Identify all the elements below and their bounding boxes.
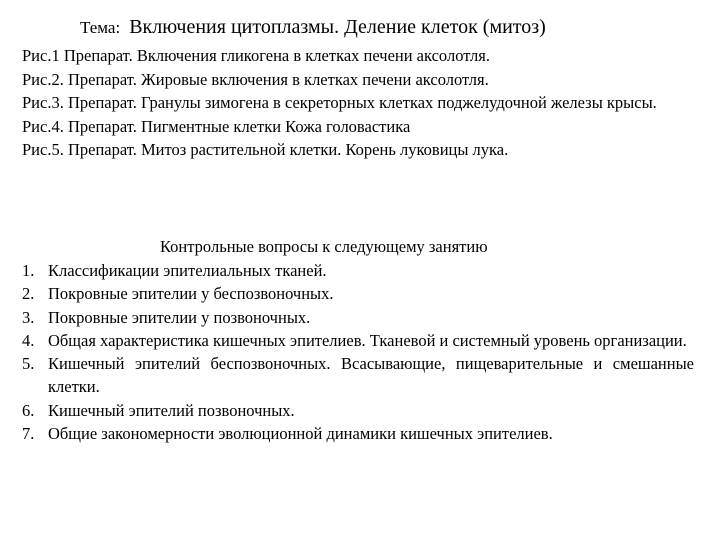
page-title (80, 14, 546, 41)
figure-item-1: Рис.1 Препарат. Включения гликогена в клетках печени аксолотля. (22, 46, 490, 65)
question-text: Покровные эпителии у беспозвоночных. (48, 284, 334, 304)
question-number: 7. (22, 424, 35, 444)
question-number: 6. (22, 400, 35, 420)
question-text: Кишечный эпителий беспозвоночных. Всасывающие, пищеварительные и смешанные клетки. (48, 354, 694, 397)
question-item (22, 399, 694, 422)
questions-heading: Контрольные вопросы к следующему занятию (160, 237, 488, 256)
questions-list (22, 259, 694, 445)
question-item (22, 422, 694, 445)
figure-list (22, 44, 694, 162)
question-number: 4. (22, 330, 35, 350)
question-item (22, 282, 694, 305)
question-number: 5. (22, 354, 35, 374)
title-text: Включения цитоплазмы. Деление клеток (митоз) (129, 16, 546, 38)
figure-item-3: Рис.3. Препарат. Гранулы зимогена в секреторных клетках поджелудочной железы крысы. (22, 93, 657, 112)
question-text: Общая характеристика кишечных эпителиев. Тканевой и системный уровень организации. (48, 330, 687, 350)
question-item (22, 329, 694, 352)
figure-item-2: Рис.2. Препарат. Жировые включения в клетках печени аксолотля. (22, 69, 489, 89)
question-item (22, 352, 694, 399)
question-text: Классификации эпителиальных тканей. (48, 261, 327, 280)
question-number: 3. (22, 307, 35, 327)
question-item (22, 259, 694, 282)
question-number: 1. (22, 261, 35, 280)
question-item (22, 306, 694, 329)
question-text: Общие закономерности эволюционной динамики кишечных эпителиев. (48, 424, 553, 444)
figure-item-4: Рис.4. Препарат. Пигментные клетки Кожа головастика (22, 116, 411, 136)
figure-item-5: Рис.5. Препарат. Митоз растительной клетки. Корень луковицы лука. (22, 140, 509, 159)
question-text: Покровные эпителии у позвоночных. (48, 307, 311, 327)
title-label: Тема: (80, 18, 121, 37)
question-text: Кишечный эпителий позвоночных. (48, 400, 295, 420)
question-number: 2. (22, 284, 35, 304)
